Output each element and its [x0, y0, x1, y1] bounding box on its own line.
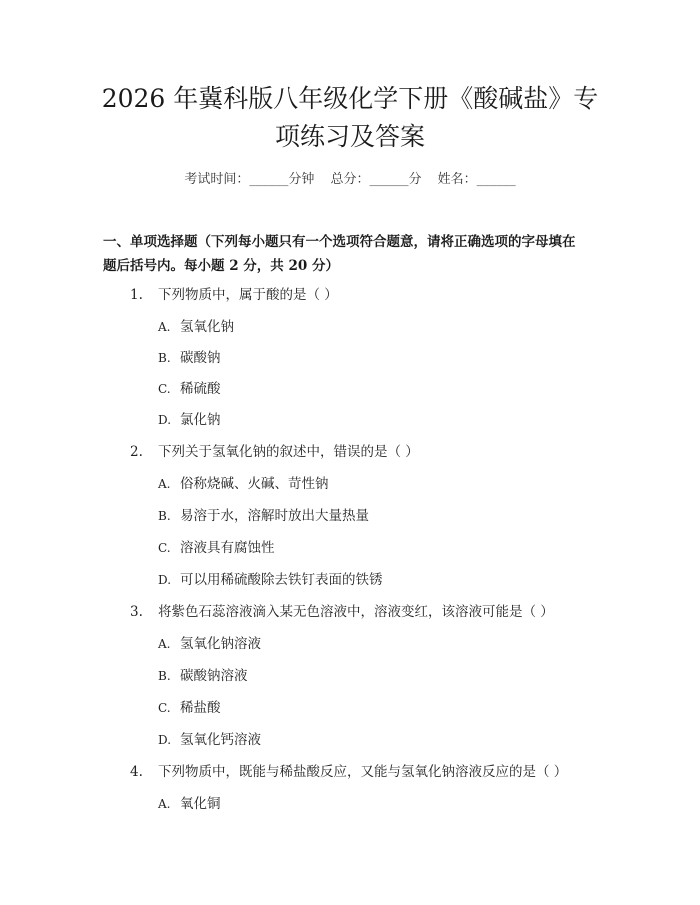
- option-1d: [158, 408, 221, 428]
- question-text: 下列物质中，既能与稀盐酸反应，又能与氢氧化钠溶液反应的是（ ）: [158, 764, 568, 780]
- document-title: [60, 80, 640, 156]
- option-3a: [158, 632, 261, 652]
- option-letter: D.: [158, 413, 172, 427]
- option-3c: [158, 696, 221, 716]
- option-text: 溶液具有腐蚀性: [180, 540, 275, 556]
- option-text: 稀盐酸: [180, 700, 221, 716]
- option-letter: A.: [158, 637, 171, 651]
- option-text: 可以用稀硫酸除去铁钉表面的铁锈: [180, 572, 383, 588]
- question-number: 4.: [130, 764, 143, 780]
- option-1b: [158, 346, 221, 366]
- question-text: 下列关于氢氧化钠的叙述中，错误的是（ ）: [158, 444, 419, 460]
- option-3d: [158, 728, 261, 748]
- option-text: 氢氧化钠溶液: [180, 636, 261, 652]
- option-letter: A.: [158, 797, 171, 811]
- option-2b: [158, 504, 369, 524]
- section-heading: [103, 230, 603, 278]
- exam-score: 总分：______分: [330, 172, 422, 187]
- option-letter: C.: [158, 382, 171, 396]
- exam-info: [0, 168, 700, 187]
- option-4a: [158, 792, 221, 812]
- option-letter: B.: [158, 509, 171, 523]
- option-letter: D.: [158, 733, 172, 747]
- question-number: 2.: [130, 444, 143, 460]
- question-1: [130, 283, 338, 303]
- option-letter: B.: [158, 351, 171, 365]
- option-2c: [158, 536, 275, 556]
- option-3b: [158, 664, 248, 684]
- question-text: 下列物质中，属于酸的是（ ）: [158, 287, 338, 303]
- option-text: 氯化钠: [180, 412, 221, 428]
- section-heading-line-1: 一、单项选择题（下列每小题只有一个选项符合题意，请将正确选项的字母填在: [103, 234, 576, 250]
- question-2: [130, 440, 419, 460]
- option-text: 易溶于水，溶解时放出大量热量: [180, 508, 369, 524]
- option-1a: [158, 315, 234, 335]
- option-2a: [158, 472, 329, 492]
- question-4: [130, 760, 567, 780]
- option-letter: A.: [158, 477, 171, 491]
- section-heading-line-2: 题后括号内。每小题 2 分，共 20 分）: [103, 258, 339, 274]
- option-text: 氢氧化钠: [180, 319, 234, 335]
- option-1c: [158, 377, 221, 397]
- option-letter: C.: [158, 701, 171, 715]
- option-letter: A.: [158, 320, 171, 334]
- option-text: 稀硫酸: [180, 381, 221, 397]
- option-letter: B.: [158, 669, 171, 683]
- option-text: 碳酸钠溶液: [180, 668, 248, 684]
- question-3: [130, 600, 554, 620]
- option-text: 碳酸钠: [180, 350, 221, 366]
- exam-time: 考试时间：______分钟: [184, 172, 315, 187]
- option-letter: C.: [158, 541, 171, 555]
- option-letter: D.: [158, 573, 172, 587]
- option-text: 氢氧化钙溶液: [180, 732, 261, 748]
- question-number: 3.: [130, 604, 143, 620]
- option-2d: [158, 568, 383, 588]
- title-line-2: 项练习及答案: [274, 122, 425, 151]
- exam-name: 姓名：______: [437, 172, 516, 187]
- option-text: 俗称烧碱、火碱、苛性钠: [180, 476, 329, 492]
- question-number: 1.: [130, 287, 143, 303]
- question-text: 将紫色石蕊溶液滴入某无色溶液中，溶液变红，该溶液可能是（ ）: [158, 604, 554, 620]
- option-text: 氧化铜: [180, 796, 221, 812]
- title-line-1: 2026 年冀科版八年级化学下册《酸碱盐》专: [101, 84, 599, 113]
